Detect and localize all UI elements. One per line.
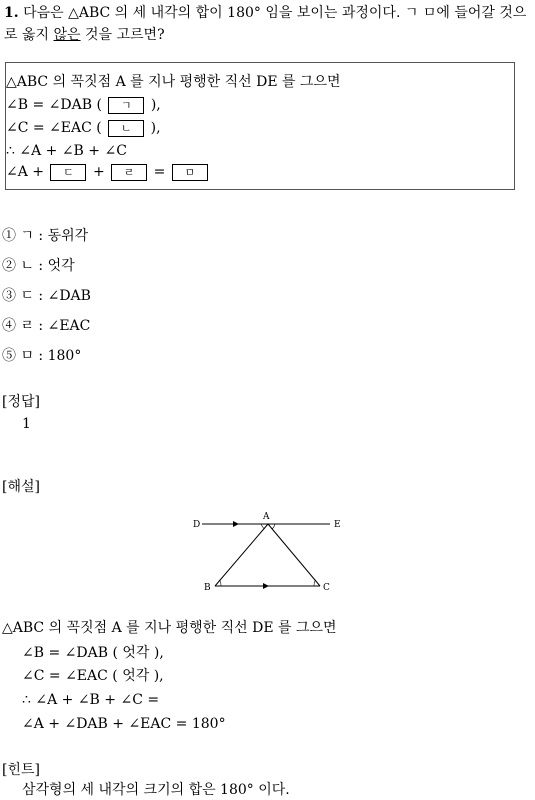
explanation-line-4: ∴ ∠A + ∠B + ∠C =: [22, 692, 160, 708]
proof-line-2-suffix: ),: [150, 97, 161, 113]
question-text: [4, 2, 532, 46]
blank-digeut: ㄷ: [50, 164, 86, 181]
hint-label: [힌트]: [2, 762, 40, 778]
label-e: E: [334, 520, 341, 530]
option-3[interactable]: ③ ㄷ : ∠DAB: [2, 288, 91, 304]
question-text-after: 것을 고르면?: [80, 27, 165, 43]
option-1[interactable]: ① ㄱ : 동위각: [2, 228, 89, 244]
explanation-label: [해설]: [2, 479, 40, 495]
explanation-line-1: △ABC 의 꼭짓점 A 를 지나 평행한 직선 DE 를 그으면: [2, 620, 337, 636]
proof-line-3-suffix: ),: [150, 120, 161, 136]
label-d: D: [193, 520, 201, 530]
option-4[interactable]: ④ ㄹ : ∠EAC: [2, 318, 91, 334]
label-a: A: [263, 512, 270, 522]
option-2[interactable]: ② ㄴ : 엇각: [2, 258, 75, 274]
question-underlined: 않은: [53, 27, 81, 43]
proof-line-5-prefix: ∠A +: [6, 164, 45, 180]
answer-label: [정답]: [2, 394, 40, 410]
proof-line-5-plus: +: [92, 164, 105, 180]
answer-value: 1: [22, 416, 31, 432]
explanation-line-2: ∠B = ∠DAB ( 엇각 ),: [22, 645, 164, 661]
question-number: 1.: [4, 5, 19, 21]
proof-line-1: △ABC 의 꼭짓점 A 를 지나 평행한 직선 DE 를 그으면: [6, 74, 341, 90]
question-text-before: 다음은 △ABC 의 세 내각의 합이 180° 임을 보이는 과정이다. ㄱ ㅁ에 들어갈 것으로 옳지: [4, 5, 527, 43]
blank-rieul: ㄹ: [111, 164, 147, 181]
label-b: B: [204, 583, 211, 593]
proof-line-2: [6, 95, 161, 115]
explanation-line-5: ∠A + ∠DAB + ∠EAC = 180°: [22, 716, 226, 732]
proof-line-2-prefix: ∠B = ∠DAB (: [6, 97, 102, 113]
proof-line-4: ∴ ∠A + ∠B + ∠C: [6, 143, 127, 159]
triangle-diagram: [185, 508, 350, 598]
blank-giyeok: ㄱ: [108, 97, 144, 114]
proof-line-3-prefix: ∠C = ∠EAC (: [6, 120, 102, 136]
hint-text: 삼각형의 세 내각의 크기의 합은 180° 이다.: [22, 782, 290, 798]
proof-line-3: [6, 118, 161, 138]
proof-line-5: [6, 162, 210, 182]
option-5[interactable]: ⑤ ㅁ : 180°: [2, 348, 82, 364]
blank-nieun: ㄴ: [108, 120, 144, 137]
blank-mieum: ㅁ: [172, 164, 208, 181]
explanation-line-3: ∠C = ∠EAC ( 엇각 ),: [22, 668, 164, 684]
label-c: C: [323, 583, 330, 593]
proof-line-5-eq: =: [153, 164, 166, 180]
